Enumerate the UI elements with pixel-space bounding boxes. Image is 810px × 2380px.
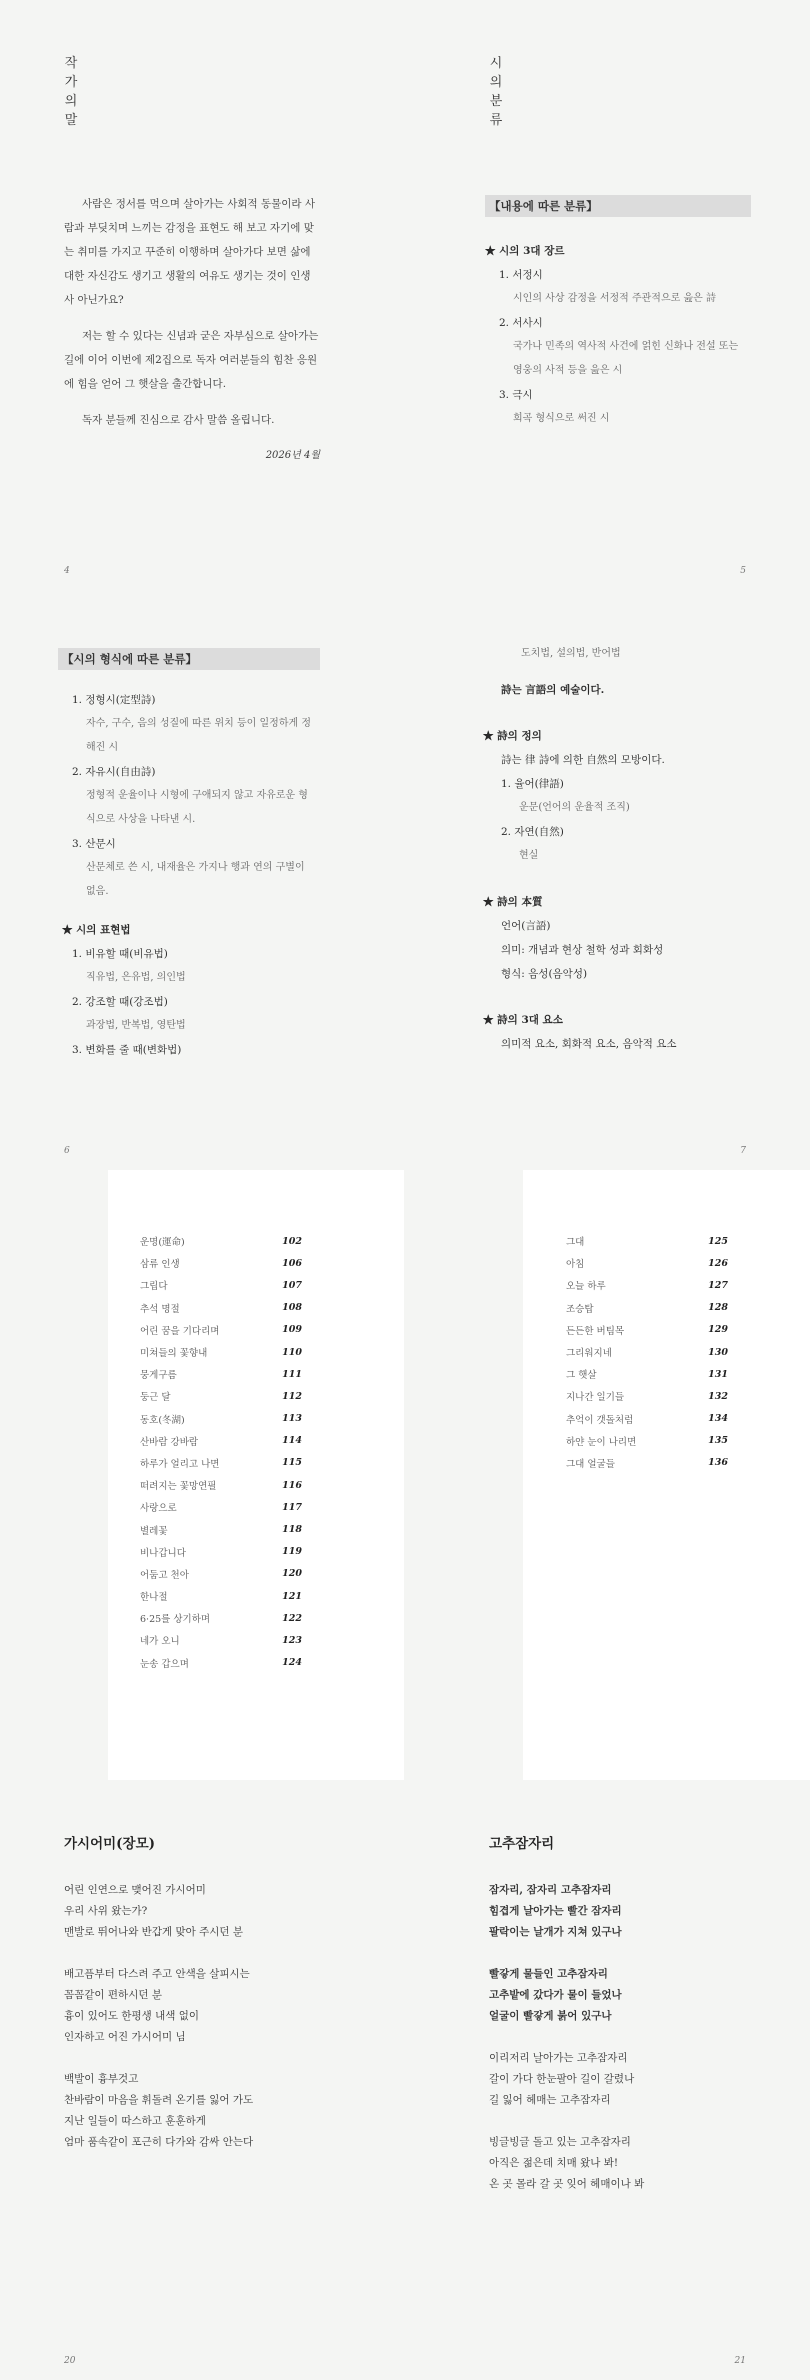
toc-title: 눈송 갑으며 [140, 1658, 189, 1670]
poem-line: 갈이 가다 한눈팔아 길이 갈렸나 [489, 2073, 635, 2085]
toc-page-number: 123 [282, 1634, 302, 1646]
toc-row[interactable] [140, 1541, 302, 1563]
toc-page-number: 122 [282, 1612, 302, 1624]
vertical-title-char: 말 [64, 113, 78, 128]
preface-date: 2026년 4월 [265, 450, 320, 461]
toc-title: 한나절 [140, 1592, 168, 1604]
poem-line: 꼼꼼같이 편하시던 분 [64, 1989, 162, 2001]
form-item: 2. 자유시(自由詩) [72, 766, 156, 778]
toc-title: 떠려지는 꽃망연필 [140, 1481, 217, 1493]
toc-title: 사랑으로 [140, 1503, 177, 1515]
content-class-heading: 【내용에 따른 분류】 [485, 195, 751, 217]
essence-line: 의미: 개념과 현상 철학 성과 회화성 [501, 944, 664, 956]
form-item: 3. 산문시 [72, 838, 116, 850]
toc-page-number: 125 [708, 1235, 728, 1247]
poem-body-bold [489, 1880, 779, 2027]
form-desc: 없음. [86, 886, 109, 897]
toc-row[interactable] [566, 1274, 728, 1296]
toc-title: 네가 오니 [140, 1636, 180, 1648]
preface-text [64, 192, 320, 468]
poem-line: 흉이 있어도 한평생 내색 없이 [64, 2010, 200, 2022]
poem-stanza [64, 2069, 364, 2153]
toc-row[interactable] [140, 1518, 302, 1540]
form-desc: 자수, 구수, 음의 성질에 따른 위치 등이 일정하게 정 [86, 718, 311, 729]
vertical-title-char: 류 [489, 113, 503, 128]
toc-page-number: 124 [282, 1657, 302, 1669]
poem-line: 백발이 흉부것고 [64, 2073, 139, 2085]
poem-title: 가시어미(장모) [64, 1836, 156, 1852]
genre-item: 2. 서사시 [499, 317, 543, 329]
toc-title: 비나갑니다 [140, 1547, 186, 1559]
form-desc: 해진 시 [86, 742, 119, 753]
toc-page-number: 108 [282, 1302, 302, 1314]
vertical-title-char: 의 [489, 75, 503, 90]
toc-page-number: 131 [708, 1368, 728, 1380]
vertical-title-char: 의 [64, 94, 78, 109]
toc-row[interactable] [140, 1341, 302, 1363]
toc-row[interactable] [140, 1652, 302, 1674]
form-item: 1. 정형시(定型詩) [72, 694, 156, 706]
page-6 [0, 590, 405, 1170]
toc-list-left [140, 1230, 302, 1674]
toc-row[interactable] [566, 1341, 728, 1363]
toc-title: 별레꽃 [140, 1525, 168, 1537]
toc-row[interactable] [140, 1607, 302, 1629]
toc-title: 미쳐들의 꽃향내 [140, 1348, 208, 1360]
toc-page-number: 126 [708, 1257, 728, 1269]
poem-line: 빨갛게 물들인 고추잠자리 [489, 1968, 608, 1980]
toc-page-number: 111 [282, 1368, 302, 1380]
toc-row[interactable] [566, 1319, 728, 1341]
vertical-title-left [64, 54, 78, 130]
toc-title: 하루가 얼리고 나면 [140, 1458, 220, 1470]
toc-title: 그립다 [140, 1281, 168, 1293]
toc-row[interactable] [140, 1629, 302, 1651]
vertical-title-char: 작 [64, 56, 78, 71]
toc-page-number: 132 [708, 1390, 728, 1402]
toc-row[interactable] [140, 1430, 302, 1452]
form-class-heading: 【시의 형식에 따른 분류】 [58, 648, 320, 670]
page-number: 5 [740, 566, 746, 576]
toc-page-number: 136 [708, 1457, 728, 1469]
toc-row[interactable] [140, 1297, 302, 1319]
expression-desc: 과장법, 반복법, 영탄법 [86, 1020, 186, 1031]
toc-page-number: 121 [282, 1590, 302, 1602]
toc-title: 그대 [566, 1237, 585, 1249]
expression-item: 2. 강조할 때(강조법) [72, 996, 168, 1008]
toc-page-number: 116 [282, 1479, 302, 1491]
vertical-title-char: 가 [64, 75, 78, 90]
toc-title: 그리워지네 [566, 1348, 612, 1360]
toc-title: 뭉게구름 [140, 1370, 177, 1382]
toc-row[interactable] [140, 1474, 302, 1496]
definition-desc: 운문(언어의 운율적 조직) [519, 802, 630, 813]
toc-page-number: 119 [282, 1546, 302, 1558]
poem-stanza [489, 2132, 779, 2195]
page-20 [0, 1780, 405, 2380]
poem-stanza [489, 1880, 779, 1943]
definition-desc: 현실 [519, 850, 539, 861]
toc-title: 6·25를 상기하며 [140, 1614, 211, 1626]
vertical-title-right [489, 54, 503, 130]
poem-line: 잠자리, 잠자리 고추잠자리 [489, 1884, 612, 1896]
toc-page-number: 129 [708, 1324, 728, 1336]
toc-page-number: 110 [282, 1346, 302, 1358]
expression-item: 3. 변화를 줄 때(변화법) [72, 1044, 182, 1056]
toc-row[interactable] [566, 1252, 728, 1274]
toc-page-number: 106 [282, 1257, 302, 1269]
toc-title: 오늘 하루 [566, 1281, 606, 1293]
poem-line: 온 곳 몰라 갈 곳 잊어 헤매이나 봐 [489, 2178, 645, 2190]
definition-star-heading: ★ 詩의 정의 [483, 730, 542, 742]
toc-page-number: 135 [708, 1435, 728, 1447]
toc-row[interactable] [140, 1408, 302, 1430]
elements-star-heading: ★ 詩의 3대 요소 [483, 1014, 563, 1026]
spread-form-classification [0, 590, 810, 1170]
poem-line: 길 잃어 헤매는 고추잠자리 [489, 2094, 611, 2106]
genre-desc: 시인의 사상 감정을 서정적 주관적으로 읊은 詩 [513, 293, 716, 304]
poem-body [64, 1880, 364, 2153]
expression-continued: 도치법, 설의법, 반어법 [521, 648, 621, 659]
elements-text: 의미적 요소, 회화적 요소, 음악적 요소 [501, 1038, 677, 1050]
definition-item: 2. 자연(自然) [501, 826, 564, 838]
spread-preface-classification [0, 0, 810, 590]
toc-page-number: 115 [282, 1457, 302, 1469]
poem-line: 인자하고 어진 가시어미 님 [64, 2031, 186, 2043]
definition-list [483, 642, 751, 1056]
poem-line: 힘겹게 날아가는 빨간 잠자리 [489, 1905, 622, 1917]
toc-row[interactable] [566, 1297, 728, 1319]
toc-page-number: 117 [282, 1501, 302, 1513]
toc-page-number: 113 [282, 1413, 302, 1425]
toc-page-number: 128 [708, 1302, 728, 1314]
toc-page-number: 130 [708, 1346, 728, 1358]
poem-line: 찬바람이 마음을 휘돌려 온기를 잃어 가도 [64, 2094, 254, 2106]
essence-line: 형식: 음성(음악성) [501, 968, 588, 980]
page-4 [0, 0, 405, 590]
poem-stanza [64, 1880, 364, 1943]
toc-title: 동호(冬湖) [140, 1414, 185, 1426]
toc-row[interactable] [140, 1563, 302, 1585]
page-7 [405, 590, 810, 1170]
poem-line: 얼굴이 빨갛게 붉어 있구나 [489, 2010, 612, 2022]
toc-title: 조승탑 [566, 1303, 594, 1315]
poem-line: 지난 일들이 따스하고 훈훈하게 [64, 2115, 206, 2127]
poem-line: 아직은 젊은데 치매 왔나 봐! [489, 2157, 619, 2169]
toc-page-number: 112 [282, 1390, 302, 1402]
toc-row[interactable] [566, 1452, 728, 1474]
genre-item: 3. 극시 [499, 389, 533, 401]
toc-row[interactable] [140, 1496, 302, 1518]
genre-desc: 영웅의 사적 등을 읊은 시 [513, 365, 623, 376]
essence-star-heading: ★ 詩의 本質 [483, 896, 543, 908]
form-list [58, 688, 320, 1062]
page-number: 21 [734, 2356, 746, 2366]
expression-item: 1. 비유할 때(비유법) [72, 948, 168, 960]
toc-row[interactable] [140, 1385, 302, 1407]
preface-paragraph: 독자 분들께 진심으로 감사 말씀 올립니다. [82, 414, 275, 426]
toc-title: 운명(運命) [140, 1237, 185, 1249]
poem-line: 고추밭에 갔다가 물이 들었나 [489, 1989, 622, 2001]
toc-page-number: 102 [282, 1235, 302, 1247]
toc-title: 어린 꿈을 기다리며 [140, 1325, 220, 1337]
toc-row[interactable] [566, 1363, 728, 1385]
definition-item: 1. 율어(律語) [501, 778, 564, 790]
genre-desc: 국가나 민족의 역사적 사건에 얽힌 신화나 전설 또는 [513, 341, 739, 352]
toc-row[interactable] [140, 1452, 302, 1474]
page-number: 6 [64, 1146, 70, 1156]
toc-page-number: 134 [708, 1413, 728, 1425]
toc-page-number: 109 [282, 1324, 302, 1336]
toc-row[interactable] [566, 1230, 728, 1252]
toc-row[interactable] [566, 1430, 728, 1452]
poem-line: 이리저리 날아가는 고추잠자리 [489, 2052, 628, 2064]
poem-stanza [489, 1964, 779, 2027]
expression-star-heading: ★ 시의 표현법 [62, 924, 131, 936]
toc-page-number: 127 [708, 1279, 728, 1291]
definition-text: 詩는 律 詩에 의한 自然의 모방이다. [501, 754, 665, 766]
poem-line: 팔락이는 날개가 지쳐 있구나 [489, 1926, 622, 1938]
toc-list-right [566, 1230, 728, 1474]
page-number: 20 [64, 2356, 76, 2366]
toc-title: 든든한 버팀목 [566, 1325, 625, 1337]
expression-desc: 직유법, 은유법, 의인법 [86, 972, 186, 983]
spread-poems [0, 1780, 810, 2380]
form-desc: 산문체로 쓴 시, 내재율은 가지나 행과 연의 구별이 [86, 862, 305, 873]
toc-page-number: 114 [282, 1435, 302, 1447]
genre-list [485, 239, 751, 431]
page-5 [405, 0, 810, 590]
poem-line: 어린 인연으로 맺어진 가시어미 [64, 1884, 206, 1896]
poem-line: 맨발로 뛰어나와 반갑게 맞아 주시던 분 [64, 1926, 243, 1938]
poem-line: 배고픔부터 다스려 주고 안색을 살피시는 [64, 1968, 250, 1980]
poem-line: 우리 사위 왔는가? [64, 1905, 148, 1917]
vertical-title-char: 분 [489, 94, 503, 109]
form-desc: 식으로 사상을 나타낸 시. [86, 814, 196, 825]
toc-title: 추석 명절 [140, 1303, 180, 1315]
toc-title: 하얀 눈이 나리면 [566, 1436, 637, 1448]
toc-title: 둥근 달 [140, 1392, 171, 1404]
page-number: 4 [64, 566, 70, 576]
genre-desc: 희곡 형식으로 써진 시 [513, 413, 610, 424]
toc-row[interactable] [566, 1385, 728, 1407]
toc-title: 아침 [566, 1259, 585, 1271]
genre-star-heading: ★ 시의 3대 장르 [485, 245, 565, 257]
preface-paragraph: 저는 할 수 있다는 신념과 굳은 자부심으로 살아가는 길에 이어 이번에 제2집으로 독자 여러분들의 힘찬 응원에 힘을 얻어 그 햇살을 출간합니다. [64, 330, 319, 390]
poem-body [489, 2048, 779, 2195]
page-number: 7 [740, 1146, 746, 1156]
toc-page-number: 107 [282, 1279, 302, 1291]
toc-row[interactable] [140, 1363, 302, 1385]
essence-line: 언어(言語) [501, 920, 551, 932]
toc-title: 추억이 갯돌처럼 [566, 1414, 634, 1426]
toc-row[interactable] [566, 1408, 728, 1430]
vertical-title-char: 시 [489, 56, 503, 71]
poem-title: 고추잠자리 [489, 1836, 555, 1852]
poem-stanza [64, 1964, 364, 2048]
toc-row[interactable] [140, 1319, 302, 1341]
toc-row[interactable] [140, 1252, 302, 1274]
toc-row[interactable] [140, 1585, 302, 1607]
form-desc: 정형적 운율이나 시형에 구애되지 않고 자유로운 형 [86, 790, 308, 801]
toc-title: 삼류 인생 [140, 1259, 180, 1271]
preface-paragraph: 사람은 정서를 먹으며 살아가는 사회적 동물이라 사람과 부딪치며 느끼는 감정을 표현도 해 보고 자기에 맞는 취미를 가지고 꾸준히 이행하며 살아가다 보면 삶에 대한 자신감도 생기고 생활의 여유도 생기는 것이 인생사 아닌가요? [64, 198, 316, 306]
toc-title: 어둠고 천아 [140, 1569, 189, 1581]
tagline: 詩는 言語의 예술이다. [501, 684, 605, 696]
poem-stanza [489, 2048, 779, 2111]
spread-table-of-contents [0, 1170, 810, 1780]
toc-title: 지나간 일기들 [566, 1392, 625, 1404]
page-21 [405, 1780, 810, 2380]
toc-row[interactable] [140, 1274, 302, 1296]
genre-item: 1. 서정시 [499, 269, 543, 281]
toc-row[interactable] [140, 1230, 302, 1252]
toc-title: 그대 얼굴들 [566, 1458, 615, 1470]
toc-title: 산바람 강바람 [140, 1436, 199, 1448]
poem-line: 빙글빙글 돌고 있는 고추잠자리 [489, 2136, 631, 2148]
poem-line: 엄마 품속같이 포근히 다가와 감싸 안는다 [64, 2136, 254, 2148]
toc-title: 그 햇살 [566, 1370, 597, 1382]
toc-page-number: 118 [282, 1524, 302, 1536]
toc-page-number: 120 [282, 1568, 302, 1580]
